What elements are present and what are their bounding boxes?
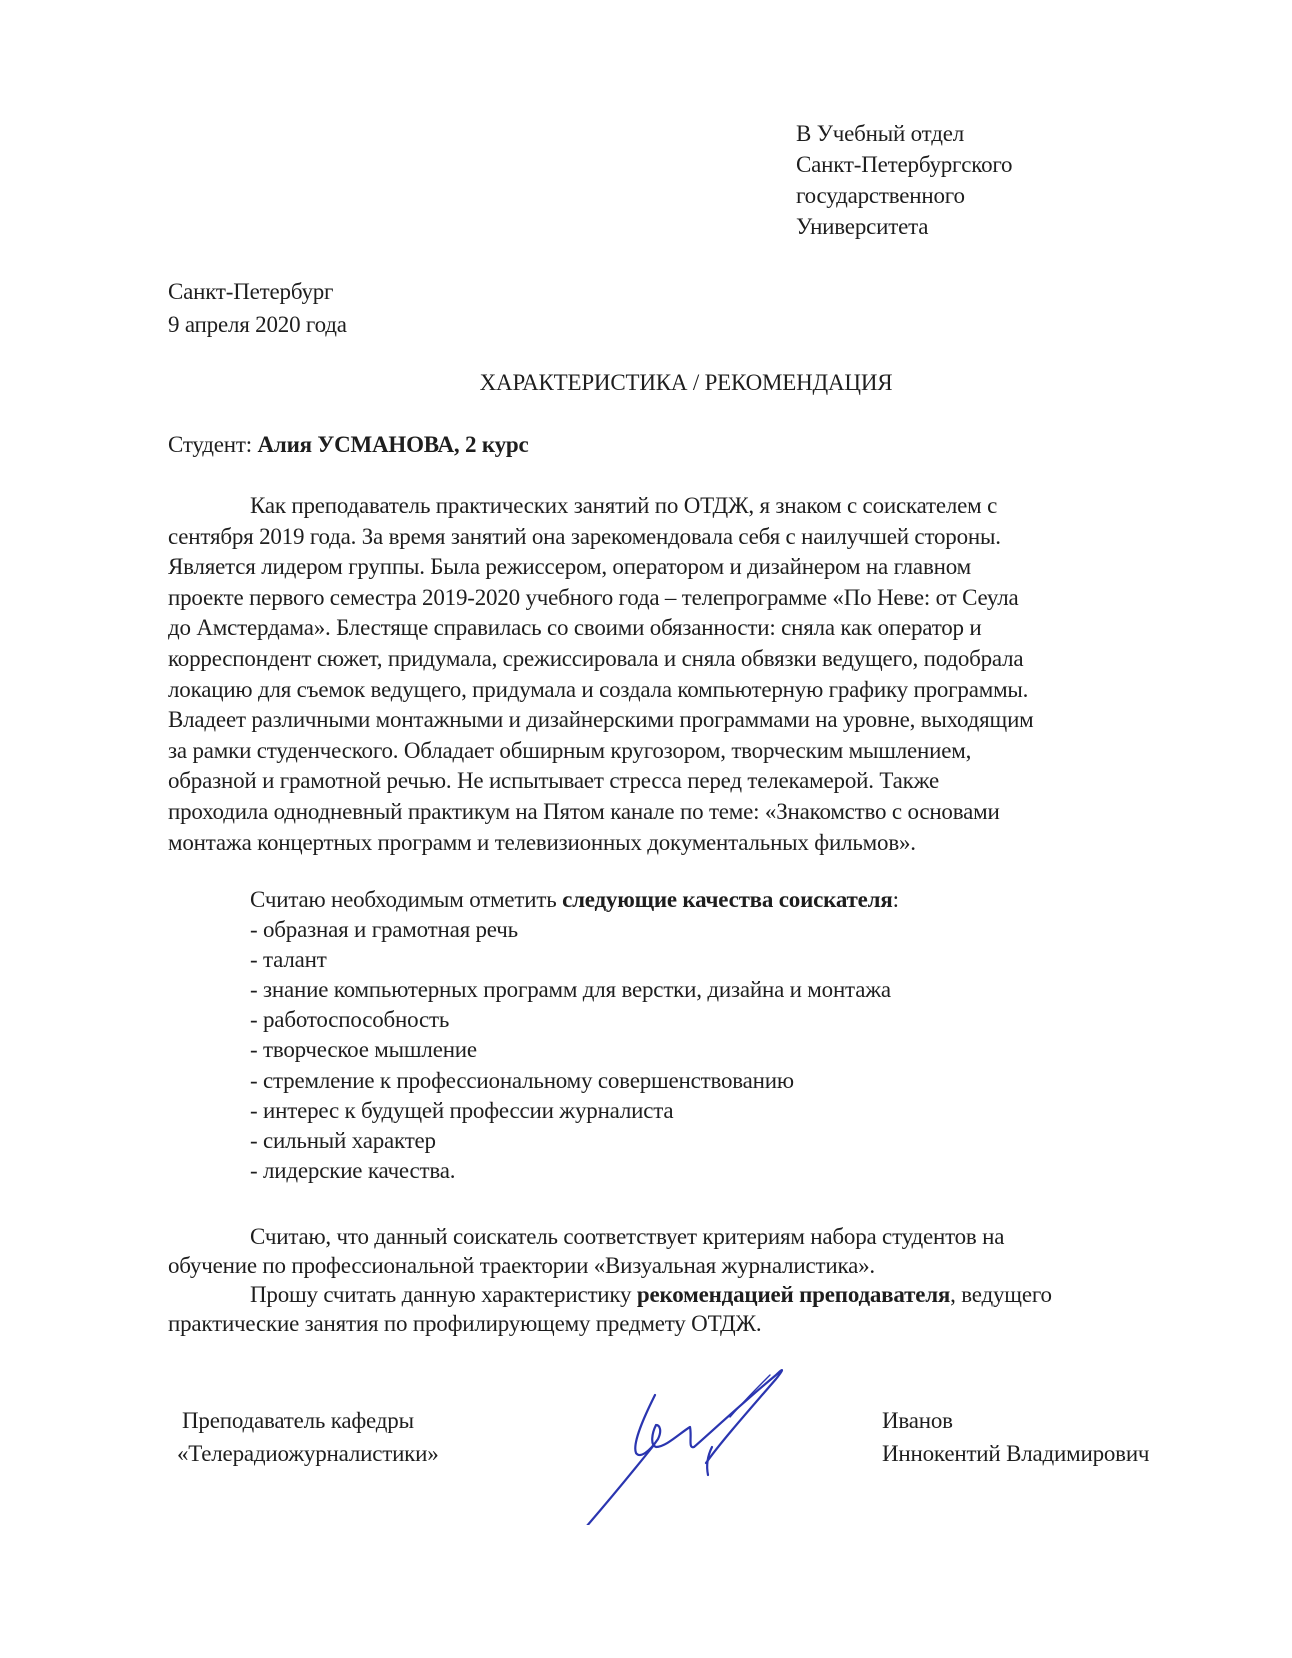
addressee-line: государственного: [796, 183, 965, 208]
student-line: [168, 432, 528, 458]
quality-item: - лидерские качества.: [250, 1157, 456, 1183]
paragraph-line: проходила однодневный практикум на Пятом канале по теме: «Знакомство с основами: [168, 798, 1000, 824]
quality-item: - талант: [250, 947, 327, 973]
paragraph-line: монтажа концертных программ и телевизионных документальных фильмов».: [168, 829, 916, 855]
paragraph-line: Является лидером группы. Была режиссером, оператором и дизайнером на главном: [168, 554, 971, 580]
handwritten-signature: [570, 1355, 870, 1530]
paragraph-line: проекте первого семестра 2019-2020 учебного года – телепрограмме «По Неве: от Сеула: [168, 584, 1019, 610]
position-line: Преподаватель кафедры: [182, 1408, 414, 1433]
signer-given-names: Иннокентий Владимирович: [882, 1441, 1150, 1466]
signer-surname: Иванов: [882, 1408, 953, 1433]
recommendation-pre: Прошу считать данную характеристику: [250, 1282, 637, 1307]
city: Санкт-Петербург: [168, 279, 334, 304]
recommendation-line: практические занятия по профилирующему предмету ОТДЖ.: [168, 1311, 762, 1336]
paragraph-line: локацию для съемок ведущего, придумала и создала компьютерную графику программы.: [168, 676, 1029, 702]
addressee-line: Санкт-Петербургского: [796, 152, 1013, 177]
conclusion-block: [168, 1222, 1052, 1338]
qualities-intro-bold: следующие качества соискателя: [562, 887, 893, 912]
recommendation-bold: рекомендацией преподавателя: [636, 1282, 951, 1307]
addressee-line: В Учебный отдел: [796, 121, 965, 146]
quality-item: - сильный характер: [250, 1127, 436, 1153]
place-date-block: [168, 275, 347, 341]
recommendation-line: [168, 1280, 1052, 1309]
quality-item: - творческое мышление: [250, 1037, 477, 1063]
addressee-block: [796, 118, 1012, 242]
body-paragraph: [168, 491, 1034, 858]
paragraph-line: за рамки студенческого. Обладает обширным кругозором, творческим мышлением,: [168, 737, 972, 763]
date: 9 апреля 2020 года: [168, 312, 347, 337]
quality-item: - интерес к будущей профессии журналиста: [250, 1097, 674, 1123]
conclusion-line: обучение по профессиональной траектории «Визуальная журналистика».: [168, 1253, 875, 1278]
quality-item: - образная и грамотная речь: [250, 917, 518, 943]
qualities-intro: [250, 885, 899, 915]
paragraph-line: корреспондент сюжет, придумала, срежиссировала и сняла обвязки ведущего, подобрала: [168, 645, 1024, 671]
quality-item: - знание компьютерных программ для верстки, дизайна и монтажа: [250, 977, 891, 1003]
paragraph-line: до Амстердама». Блестяще справилась со своими обязанности: сняла как оператор и: [168, 615, 982, 641]
department-line: «Телерадиожурналистики»: [177, 1441, 439, 1466]
paragraph-line: Как преподаватель практических занятий по ОТДЖ, я знаком с соискателем с: [250, 493, 998, 518]
student-name: Алия УСМАНОВА, 2 курс: [257, 432, 529, 457]
student-label: Студент:: [168, 432, 258, 457]
quality-item: - стремление к профессиональному совершенствованию: [250, 1067, 794, 1093]
signature-icon: [570, 1355, 870, 1525]
paragraph-line: Владеет различными монтажными и дизайнерскими программами на уровне, выходящим: [168, 707, 1034, 733]
addressee-line: Университета: [796, 214, 929, 239]
qualities-list: [250, 885, 899, 1186]
paragraph-line: образной и грамотной речью. Не испытывает стресса перед телекамерой. Также: [168, 768, 939, 794]
quality-item: - работоспособность: [250, 1007, 450, 1033]
paragraph-line: сентября 2019 года. За время занятий она зарекомендовала себя с наилучшей стороны.: [168, 523, 1001, 549]
signer-name: [882, 1404, 1149, 1470]
signer-position: [177, 1404, 439, 1470]
recommendation-post: , ведущего: [950, 1282, 1052, 1307]
conclusion-line: Считаю, что данный соискатель соответствует критериям набора студентов на: [250, 1224, 1005, 1249]
qualities-intro-end: :: [892, 887, 899, 912]
qualities-intro-text: Считаю необходимым отметить: [250, 887, 563, 912]
document-title: ХАРАКТЕРИСТИКА / РЕКОМЕНДАЦИЯ: [479, 370, 893, 395]
